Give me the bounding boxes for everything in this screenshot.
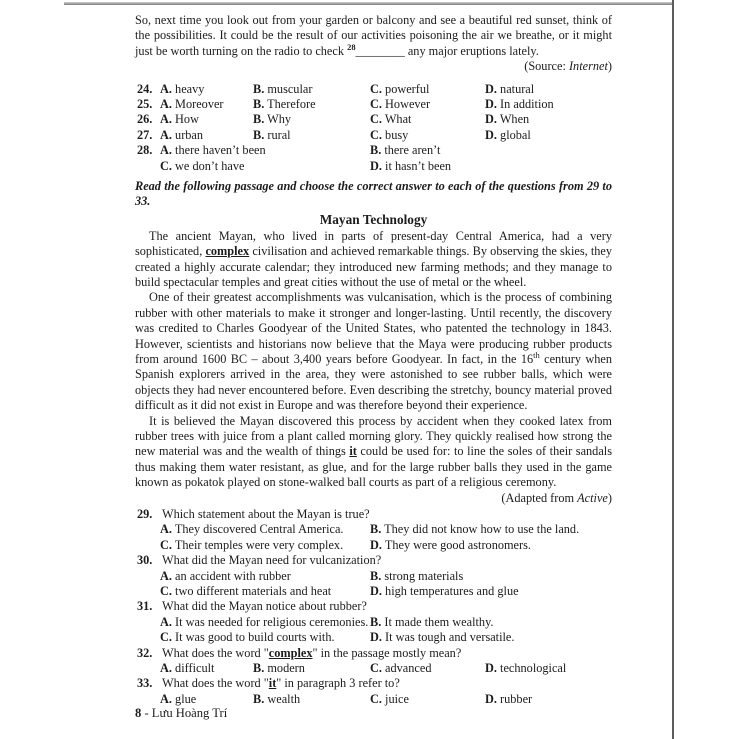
option-letter: C.	[160, 630, 172, 645]
option-letter: D.	[485, 97, 497, 112]
option-letter: A.	[160, 522, 172, 537]
answer-option: D. They were good astronomers.	[370, 537, 531, 552]
question-keyword: complex	[268, 645, 313, 660]
options-row	[135, 661, 612, 676]
question-row	[135, 128, 612, 143]
answer-option: C. What	[370, 112, 412, 127]
answer-option: C. However	[370, 97, 431, 112]
answer-option: D. When	[485, 112, 530, 127]
footer-separator: -	[141, 706, 152, 720]
answer-option: A. They discovered Central America.	[160, 522, 344, 537]
paragraph-3-text-after: could be used for: to line the soles of their sandals thus making them water resistant, as glue, and for the large rubber balls they used in the game known as pokatok played on stone-walked ball courts as part of a religious ceremony.	[135, 444, 612, 490]
passage-title: Mayan Technology	[319, 211, 428, 227]
intro-paragraph	[135, 13, 612, 59]
question-row	[135, 507, 612, 522]
answer-option: A. an accident with rubber	[160, 568, 291, 583]
answer-option: C. busy	[370, 127, 409, 142]
question-number: 24.	[137, 81, 153, 96]
question-number: 31.	[137, 599, 153, 614]
option-letter: D.	[485, 691, 497, 706]
page-top-edge-line	[64, 2, 674, 5]
option-letter: A.	[160, 81, 172, 96]
answer-option: D. global	[485, 127, 531, 142]
question-row	[135, 599, 612, 614]
option-letter: D.	[370, 158, 382, 173]
options-row	[135, 615, 612, 630]
answer-option: C. It was good to build courts with.	[160, 630, 335, 645]
ordinal-superscript: th	[533, 349, 540, 360]
source-suffix: )	[607, 59, 612, 74]
question-number: 28.	[137, 143, 153, 158]
option-letter: C.	[160, 537, 172, 552]
answer-option: D. it hasn’t been	[370, 158, 452, 173]
option-letter: C.	[370, 661, 382, 675]
option-letter: C.	[160, 158, 172, 173]
answer-option: B. They did not know how to use the land.	[370, 522, 580, 537]
option-letter: A.	[160, 97, 172, 112]
question-number: 27.	[137, 127, 153, 142]
adapted-title: Active	[577, 490, 608, 505]
page-number: 8	[135, 706, 142, 720]
option-letter: A.	[160, 112, 172, 127]
intro-text-after: any major eruptions lately.	[404, 43, 539, 58]
keyword-complex: complex	[205, 244, 250, 259]
answer-option: A. It was needed for religious ceremonies.	[160, 614, 369, 629]
question-text: What did the Mayan need for vulcanization?	[162, 553, 382, 568]
option-letter: C.	[370, 97, 382, 112]
option-letter: A.	[160, 127, 172, 142]
question-row	[135, 159, 612, 174]
option-letter: D.	[485, 661, 497, 675]
answer-option: A. urban	[160, 127, 204, 142]
adapted-prefix: (Adapted from	[501, 490, 578, 505]
option-letter: B.	[370, 614, 382, 629]
intro-text-before: So, next time you look out from your garden or balcony and see a beautiful red sunset, think of the possibilities. It could be the result of our activities poisoning the air we breathe, or it might just be worth turning on the radio to check	[135, 13, 612, 58]
question-row	[135, 646, 612, 661]
answer-option: D. In addition	[485, 97, 554, 112]
answer-option: A. How	[160, 112, 199, 127]
answer-option: B. modern	[253, 661, 305, 675]
option-letter: A.	[160, 614, 172, 629]
answer-option: A. difficult	[160, 661, 215, 675]
question-row	[135, 97, 612, 112]
answer-option: C. Their temples were very complex.	[160, 537, 344, 552]
option-letter: D.	[485, 81, 497, 96]
questions-24-28	[135, 82, 612, 174]
option-letter: D.	[485, 112, 497, 127]
passage-paragraph-3	[135, 414, 612, 491]
option-letter: B.	[370, 568, 382, 583]
question-row	[135, 82, 612, 97]
option-letter: D.	[485, 127, 497, 142]
answer-option: B. rural	[253, 127, 291, 142]
page-footer	[135, 706, 227, 721]
option-letter: B.	[253, 112, 265, 127]
option-letter: D.	[370, 537, 382, 552]
question-number: 29.	[137, 507, 153, 522]
answer-option: C. we don’t have	[160, 158, 245, 173]
question-text: What does the word "it" in paragraph 3 refer to?	[162, 676, 400, 691]
answer-option: B. It made them wealthy.	[370, 614, 494, 629]
answer-option: B. there aren’t	[370, 143, 441, 158]
option-letter: C.	[370, 81, 382, 96]
options-row	[135, 569, 612, 584]
option-letter: A.	[160, 661, 172, 675]
paragraph-1-text-before: The ancient Mayan, who lived in parts of present-day Central America, had a very sophisticated,	[135, 228, 612, 259]
option-letter: C.	[370, 691, 382, 706]
option-letter: A.	[160, 568, 172, 583]
question-row	[135, 553, 612, 568]
answer-option: B. Therefore	[253, 97, 316, 112]
answer-option: D. high temperatures and glue	[370, 584, 519, 599]
answer-option: B. wealth	[253, 691, 301, 706]
question-row	[135, 112, 612, 127]
option-letter: C.	[370, 127, 382, 142]
answer-option: A. glue	[160, 691, 197, 706]
question-row	[135, 143, 612, 158]
answer-option: C. advanced	[370, 661, 432, 675]
options-row	[135, 584, 612, 599]
adapted-line	[135, 491, 612, 506]
question-number: 25.	[137, 97, 153, 112]
questions-29-33	[135, 507, 612, 707]
source-title: Internet	[568, 59, 608, 74]
blank-reference-number: 28	[347, 41, 356, 52]
question-text: What did the Mayan notice about rubber?	[162, 599, 367, 614]
source-line	[135, 59, 612, 74]
option-letter: C.	[160, 584, 172, 599]
option-letter: D.	[370, 584, 382, 599]
option-letter: B.	[370, 522, 382, 537]
section-instruction: Read the following passage and choose the correct answer to each of the questions from 29 to 33.	[135, 178, 612, 209]
answer-option: D. technological	[485, 661, 567, 675]
passage-paragraph-1	[135, 229, 612, 291]
option-letter: A.	[160, 143, 172, 158]
question-number: 33.	[137, 676, 153, 691]
answer-option: A. there haven’t been	[160, 143, 266, 158]
answer-option: D. natural	[485, 81, 535, 96]
question-number: 26.	[137, 112, 153, 127]
option-letter: B.	[370, 143, 382, 158]
paragraph-1-text-after: civilisation and achieved remarkable things. By observing the skies, they created a highly accurate calendar; they introduced new farming methods; and they manage to build spectacular temples and great cities without the use of metal or the wheel.	[135, 244, 613, 289]
answer-option: A. heavy	[160, 81, 205, 96]
blank-line: ________	[355, 43, 405, 58]
answer-option: C. two different materials and heat	[160, 584, 332, 599]
page-right-edge-line	[672, 0, 674, 739]
question-number: 32.	[137, 645, 153, 660]
passage-paragraph-2	[135, 290, 612, 413]
answer-option: B. strong materials	[370, 568, 464, 583]
options-row	[135, 630, 612, 645]
option-letter: B.	[253, 81, 265, 96]
answer-option: D. rubber	[485, 691, 533, 706]
answer-option: B. muscular	[253, 81, 313, 96]
option-letter: B.	[253, 127, 265, 142]
answer-option: B. Why	[253, 112, 292, 127]
answer-option: A. Moreover	[160, 97, 224, 112]
option-letter: B.	[253, 97, 265, 112]
option-letter: A.	[160, 691, 172, 706]
option-letter: C.	[370, 112, 382, 127]
options-row	[135, 522, 612, 537]
answer-option: D. It was tough and versatile.	[370, 630, 515, 645]
answer-option: C. juice	[370, 691, 409, 706]
option-letter: D.	[370, 630, 382, 645]
paragraph-3-text-before: It is believed the Mayan discovered this process by accident when they cooked latex from rubber trees with juice from a plant called morning glory. They quickly realised how strong the new material was and the wealth of things	[135, 413, 612, 459]
question-text: What does the word "complex" in the passage mostly mean?	[162, 645, 462, 660]
author-name: Lưu Hoàng Trí	[151, 706, 228, 720]
options-row	[135, 538, 612, 553]
option-letter: B.	[253, 691, 265, 706]
options-row	[135, 692, 612, 707]
paragraph-2-text-before: One of their greatest accomplishments was vulcanisation, which is the process of combining rubber with other materials to make it stronger and longer-lasting. Until recently, the discovery was credited to Charles Goodyear of the United States, who patented the technology in 1843. However, scientists and historians now believe that the Maya were producing rubber products from around 1600 BC – about 3,400 years before Goodyear. In fact, in the 16	[135, 290, 612, 367]
question-text: Which statement about the Mayan is true?	[162, 507, 370, 522]
keyword-it: it	[349, 444, 357, 459]
page-content	[135, 13, 612, 707]
option-letter: B.	[253, 661, 265, 675]
question-number: 30.	[137, 553, 153, 568]
answer-option: C. powerful	[370, 81, 430, 96]
adapted-suffix: )	[607, 490, 612, 505]
source-prefix: (Source:	[524, 59, 569, 74]
paragraph-2-text-after: century when Spanish explorers arrived in the area, they were astonished to see rubber balls, which were objects they had never encountered before. Even describing the stretchy, bouncy material proved difficult as it did not exist in Europe and was therefore beyond their experience.	[135, 352, 612, 413]
question-row	[135, 676, 612, 691]
question-keyword: it	[268, 676, 277, 691]
